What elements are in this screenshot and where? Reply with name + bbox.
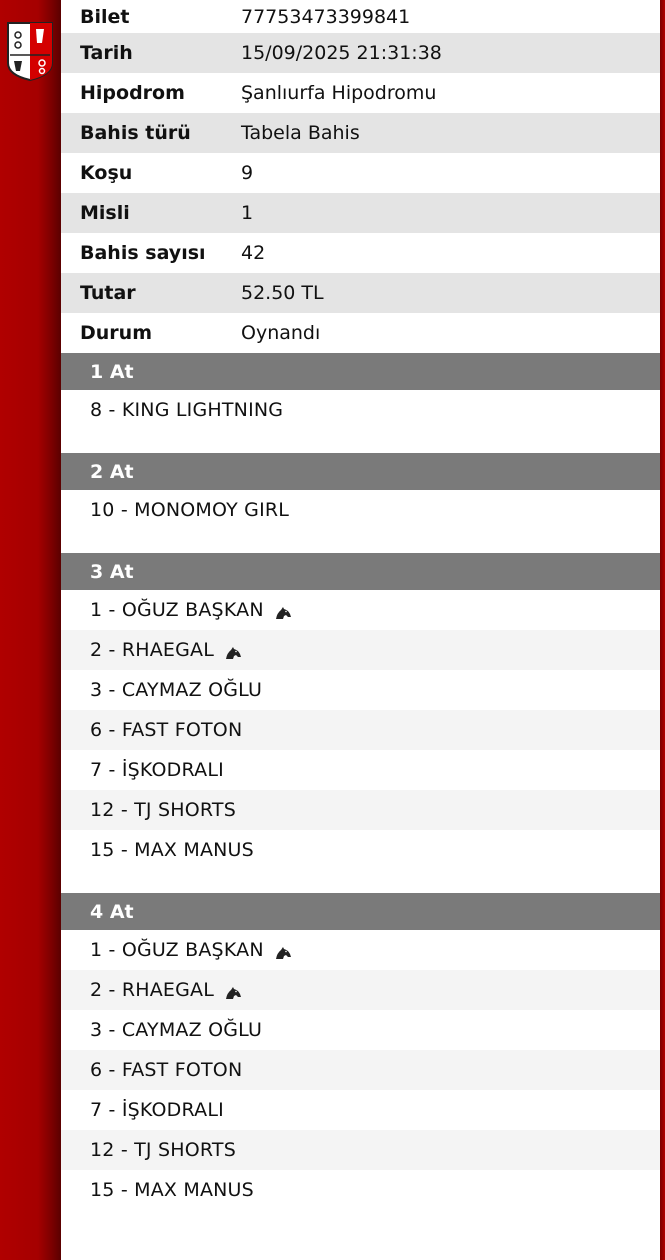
horse-name: 7 - İŞKODRALI <box>90 1099 224 1121</box>
horse-head-icon <box>224 983 242 997</box>
ticket-detail <box>61 0 660 1260</box>
horse-row <box>61 1130 660 1170</box>
horse-row <box>61 790 660 830</box>
horse-row <box>61 490 660 530</box>
horse-row <box>61 830 660 870</box>
horse-name: 6 - FAST FOTON <box>90 1059 243 1081</box>
horse-head-icon <box>224 643 242 657</box>
sidebar <box>0 0 61 1260</box>
ticket-row <box>61 33 660 73</box>
section-header: 1 At <box>61 353 660 390</box>
ticket-row <box>61 193 660 233</box>
ticket-row-label: Bahis sayısı <box>80 242 206 264</box>
ticket-row <box>61 113 660 153</box>
ticket-row-label: Koşu <box>80 162 133 184</box>
horse-name: 8 - KING LIGHTNING <box>90 399 284 421</box>
ticket-row-value: Oynandı <box>241 322 321 344</box>
horse-row <box>61 710 660 750</box>
horse-row <box>61 590 660 630</box>
horse-row <box>61 630 660 670</box>
horse-name: 12 - TJ SHORTS <box>90 1139 236 1161</box>
horse-row <box>61 390 660 430</box>
horse-name: 12 - TJ SHORTS <box>90 799 236 821</box>
ticket-row-value: 15/09/2025 21:31:38 <box>241 42 442 64</box>
section-header: 3 At <box>61 553 660 590</box>
ticket-row-label: Hipodrom <box>80 82 185 104</box>
ticket-row-label: Bilet <box>80 5 130 28</box>
section-header: 2 At <box>61 453 660 490</box>
ticket-row-value: 9 <box>241 162 254 184</box>
horse-name: 10 - MONOMOY GIRL <box>90 499 290 521</box>
ticket-row-value: Şanlıurfa Hipodromu <box>241 82 437 104</box>
horse-name: 7 - İŞKODRALI <box>90 759 224 781</box>
horse-head-icon <box>274 943 292 957</box>
horse-row <box>61 970 660 1010</box>
ticket-row <box>61 73 660 113</box>
section-header: 4 At <box>61 893 660 930</box>
horse-row <box>61 930 660 970</box>
horse-name: 3 - CAYMAZ OĞLU <box>90 679 263 701</box>
ticket-row-value: 52.50 TL <box>241 282 324 304</box>
ticket-row <box>61 273 660 313</box>
ticket-row-label: Bahis türü <box>80 122 191 144</box>
horse-name: 15 - MAX MANUS <box>90 839 254 861</box>
horse-name: 2 - RHAEGAL <box>90 979 215 1001</box>
ticket-row-label: Durum <box>80 322 152 344</box>
horse-row <box>61 1090 660 1130</box>
horse-name: 6 - FAST FOTON <box>90 719 243 741</box>
horse-row <box>61 1050 660 1090</box>
ticket-row-label: Misli <box>80 202 130 224</box>
ticket-row-value: 77753473399841 <box>241 5 411 28</box>
right-border <box>660 0 665 1260</box>
section-spacer <box>61 430 660 453</box>
horse-name: 3 - CAYMAZ OĞLU <box>90 1019 263 1041</box>
horse-name: 1 - OĞUZ BAŞKAN <box>90 599 264 621</box>
ticket-row-value: 42 <box>241 242 266 264</box>
ticket-row <box>61 153 660 193</box>
ticket-row-value: 1 <box>241 202 254 224</box>
section-spacer <box>61 530 660 553</box>
ticket-row <box>61 313 660 353</box>
ticket-row <box>61 0 660 33</box>
horse-row <box>61 1170 660 1210</box>
horse-name: 2 - RHAEGAL <box>90 639 215 661</box>
ticket-row-label: Tarih <box>80 42 133 64</box>
horse-head-icon <box>274 603 292 617</box>
horse-row <box>61 670 660 710</box>
horse-row <box>61 750 660 790</box>
horse-name: 15 - MAX MANUS <box>90 1179 254 1201</box>
ticket-row-label: Tutar <box>80 282 136 304</box>
horse-row <box>61 1010 660 1050</box>
club-logo <box>6 19 54 81</box>
ticket-row-value: Tabela Bahis <box>241 122 360 144</box>
ticket-row <box>61 233 660 273</box>
horse-name: 1 - OĞUZ BAŞKAN <box>90 939 264 961</box>
section-spacer <box>61 870 660 893</box>
